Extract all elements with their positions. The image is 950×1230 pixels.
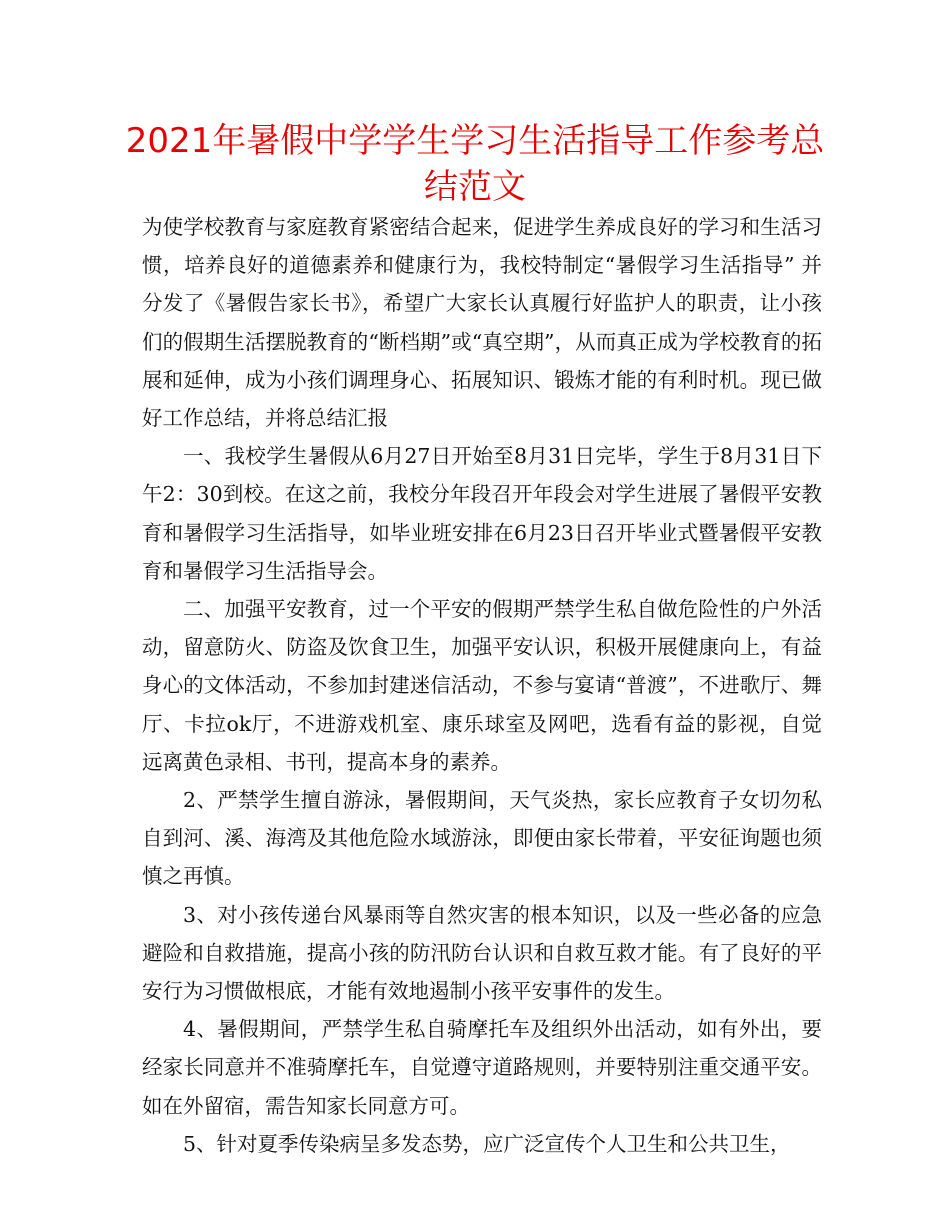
paragraph-2: 二、加强平安教育，过一个平安的假期严禁学生私自做危险性的户外活动，留意防火、防盗及饮食卫生，加强平安认识，积极开展健康向上，有益身心的文体活动，不参加封建迷信活动，不参与宴请“普渡”，不进歌厅、舞厅、卡拉ok厅，不进游戏机室、康乐球室及网吧，选看有益的影视，自觉远离黄色录相、书刊，提高本身的素养。 — [142, 597, 822, 774]
paragraph-5: 4、暑假期间，严禁学生私自骑摩托车及组织外出活动，如有外出，要经家长同意并不准骑摩托车，自觉遵守道路规则，并要特别注重交通平安。如在外留宿，需告知家长同意方可。 — [142, 1017, 822, 1118]
paragraph-1: 一、我校学生暑假从6月27日开始至8月31日完毕，学生于8月31日下午2：30到校。在这之前，我校分年段召开年段会对学生进展了暑假平安教育和暑假学习生活指导，如毕业班安排在6月23日召开毕业式暨暑假平安教育和暑假学习生活指导会。 — [142, 444, 822, 583]
paragraph-4: 3、对小孩传递台风暴雨等自然灾害的根本知识，以及一些必备的应急避险和自救措施，提高小孩的防汛防台认识和自救互救才能。有了良好的平安行为习惯做根底，才能有效地遏制小孩平安事件的发生。 — [142, 902, 822, 1004]
paragraph-intro: 为使学校教育与家庭教育紧密结合起来，促进学生养成良好的学习和生活习惯，培养良好的道德素养和健康行为，我校特制定“暑假学习生活指导” 并分发了《暑假告家长书》，希望广大家长认真履行好监护人的职责，让小孩们的假期生活摆脱教育的“断档期”或“真空期”，从而真正成为学校教育的拓展和延伸，成为小孩们调理身心、拓展知识、锻炼才能的有利时机。现已做好工作总结，并将总结汇报 — [142, 215, 822, 431]
document-title: 2021年暑假中学学生学习生活指导工作参考总结范文 — [125, 121, 825, 207]
paragraph-3: 2、严禁学生擅自游泳，暑假期间，天气炎热，家长应教育子女切勿私自到河、溪、海湾及其他危险水域游泳，即便由家长带着，平安征询题也须慎之再慎。 — [142, 788, 822, 889]
paragraph-6: 5、针对夏季传染病呈多发态势，应广泛宣传个人卫生和公共卫生， — [183, 1131, 791, 1156]
document-body — [142, 208, 822, 1163]
